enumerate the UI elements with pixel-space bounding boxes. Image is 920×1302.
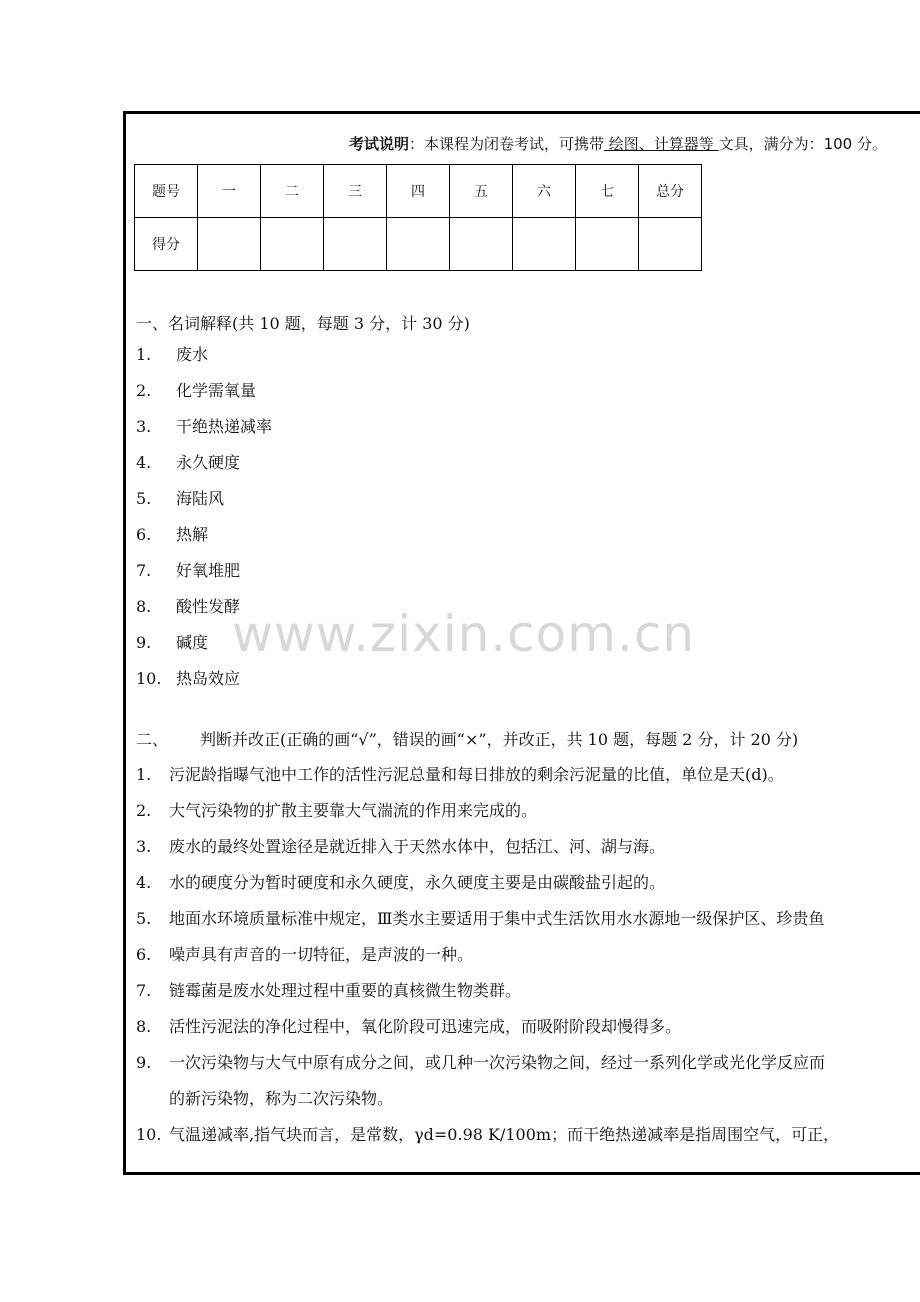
item-number: 1. [136,345,152,364]
item-number: 4. [136,873,152,892]
exam-note-tools: 绘图、计算器等 [604,135,719,153]
section2-item [136,1050,825,1073]
exam-note [349,133,887,154]
watermark: www.zixin.com.cn [232,605,696,663]
item-text: 永久硬度 [176,453,241,472]
section2-title [136,727,798,750]
section2-item [136,1122,839,1145]
score-header-cell: 四 [387,165,450,218]
item-number: 1. [136,765,152,784]
item-text: 酸性发酵 [176,597,241,616]
item-text: 一次污染物与大气中原有成分之间，或几种一次污染物之间，经过一系列化学或光化学反应而 [169,1053,826,1072]
item-text: 地面水环境质量标准中规定，Ⅲ类水主要适用于集中式生活饮用水水源地一级保护区、珍贵鱼 [169,909,825,928]
score-row-label: 得分 [135,218,198,271]
section1-title: 一、名词解释(共 10 题，每题 3 分，计 30 分) [136,314,470,333]
item-text: 链霉菌是废水处理过程中重要的真核微生物类群。 [169,981,522,1000]
item-text: 活性污泥法的净化过程中，氧化阶段可迅速完成，而吸附阶段却慢得多。 [169,1017,682,1036]
exam-note-text: ：本课程为闭卷考试，可携带 [409,135,605,153]
score-header-cell: 二 [261,165,324,218]
item-text: 海陆风 [176,489,225,508]
item-number: 9. [136,633,152,652]
section2-item [136,942,473,965]
score-input-cell[interactable] [324,218,387,271]
item-number: 5. [136,909,152,928]
item-text: 好氧堆肥 [176,561,241,580]
score-header-cell: 总分 [639,165,702,218]
section2-number: 二、 [136,730,169,749]
section2-item [136,834,665,857]
item-number: 7. [136,981,152,1000]
item-text: 噪声具有声音的一切特征，是声波的一种。 [169,945,474,964]
score-header-cell: 一 [198,165,261,218]
score-input-cell[interactable] [576,218,639,271]
item-text: 污泥龄指曝气池中工作的活性污泥总量和每日排放的剩余污泥量的比值，单位是天(d)。 [169,765,784,784]
item-number: 2. [136,801,152,820]
item-number: 6. [136,525,152,544]
section1-item [136,414,272,437]
item-text: 化学需氧量 [176,381,257,400]
score-table [134,164,702,271]
section2-item [136,978,521,1001]
item-text: 气温递减率,指气块而言，是常数，γd=0.98 K/100m；而干绝热递减率是指周围空气，可正， [169,1125,840,1144]
exam-note-label: 考试说明 [349,135,410,153]
section2-title-text: 判断并改正(正确的画“√”，错误的画“×”，并改正，共 10 题，每题 2 分，计 20 分) [200,730,799,749]
score-header-cell: 题号 [135,165,198,218]
item-text: 碱度 [176,633,209,652]
score-input-cell[interactable] [450,218,513,271]
section2-item [136,1014,681,1037]
item-text: 废水 [176,345,209,364]
item-number: 3. [136,837,152,856]
section1-item [136,342,208,365]
score-input-cell[interactable] [639,218,702,271]
section1-item [136,486,224,509]
item-number: 6. [136,945,152,964]
exam-note-text-end: 文具，满分为：100 分。 [718,135,887,153]
section2-item [136,798,537,821]
score-table-header-row [135,165,702,218]
score-header-cell: 六 [513,165,576,218]
score-header-cell: 三 [324,165,387,218]
item-number: 7. [136,561,152,580]
section2-item [136,762,784,785]
section1-item [136,630,208,653]
section2-item-continuation [136,1086,393,1109]
item-text: 干绝热递减率 [176,417,273,436]
item-text: 废水的最终处置途径是就近排入于天然水体中，包括江、河、湖与海。 [169,837,666,856]
score-input-cell[interactable] [261,218,324,271]
item-text: 热岛效应 [176,669,241,688]
item-text: 热解 [176,525,209,544]
section1-item [136,666,240,689]
item-number: 8. [136,597,152,616]
item-number: 3. [136,417,152,436]
item-number: 8. [136,1017,152,1036]
score-table-score-row [135,218,702,271]
item-text: 的新污染物，称为二次污染物。 [169,1089,394,1108]
score-input-cell[interactable] [198,218,261,271]
score-header-cell: 五 [450,165,513,218]
section2-item [136,906,824,929]
item-number: 4. [136,453,152,472]
item-number: 5. [136,489,152,508]
section1-item [136,450,240,473]
section2-item [136,870,665,893]
item-number: 9. [136,1053,152,1072]
item-number: 10. [136,1125,162,1144]
section1-item [136,558,240,581]
item-text: 水的硬度分为暂时硬度和永久硬度，永久硬度主要是由碳酸盐引起的。 [169,873,666,892]
item-text: 大气污染物的扩散主要靠大气湍流的作用来完成的。 [169,801,538,820]
section1-item [136,522,208,545]
score-input-cell[interactable] [387,218,450,271]
score-header-cell: 七 [576,165,639,218]
item-number: 2. [136,381,152,400]
section1-item [136,594,240,617]
section1-item [136,378,256,401]
score-input-cell[interactable] [513,218,576,271]
item-number: 10. [136,669,162,688]
